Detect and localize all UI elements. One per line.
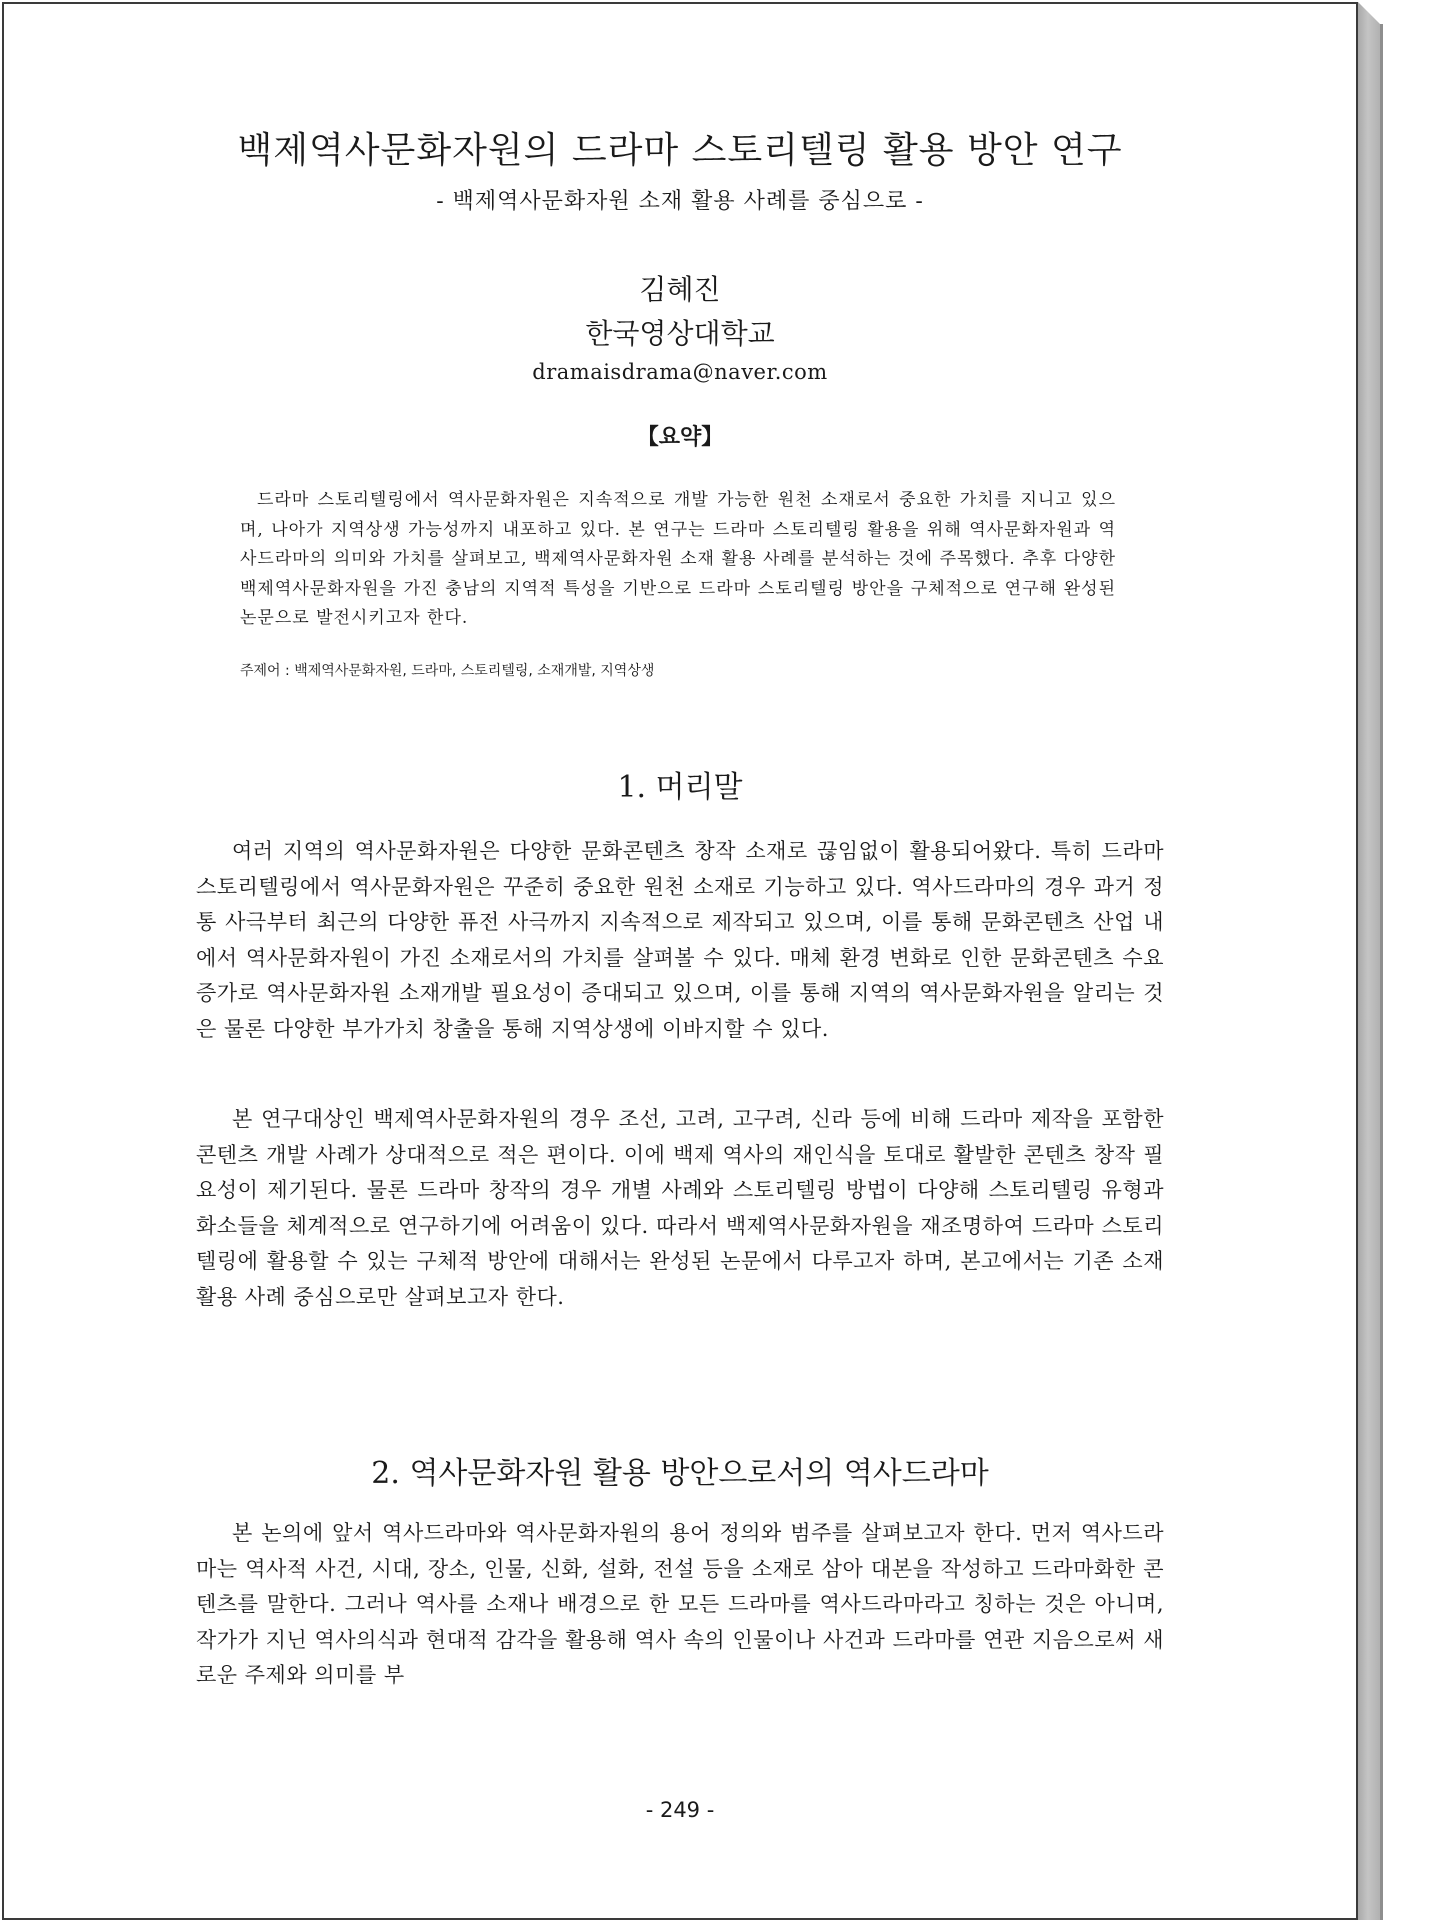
section-heading-introduction: 1. 머리말 xyxy=(617,770,743,805)
paper-subtitle: - 백제역사문화자원 소재 활용 사례를 중심으로 - xyxy=(436,189,924,214)
section-heading-historical-drama: 2. 역사문화자원 활용 방안으로서의 역사드라마 xyxy=(371,1456,989,1491)
paper-title: 백제역사문화자원의 드라마 스토리텔링 활용 방안 연구 xyxy=(237,130,1123,171)
page-edge xyxy=(1380,24,1383,1920)
author-affiliation: 한국영상대학교 xyxy=(585,317,775,350)
page-curl-shadow xyxy=(1358,2,1380,1920)
body-paragraph: 본 논의에 앞서 역사드라마와 역사문화자원의 용어 정의와 범주를 살펴보고자 한다. 먼저 역사드라마는 역사적 사건, 시대, 장소, 인물, 신화, 설화, 전설 등을 소재로 삼아 대본을 작성하고 드라마화한 콘텐츠를 말한다. 그러나 역사를 소재나 배경으로 한 모든 드라마를 역사드라마라고 칭하는 것은 아니며, 작가가 지닌 역사의식과 현대적 감각을 활용해 역사 속의 인물이나 사건과 드라마를 연관 지음으로써 새로운 주제와 의미를 부 xyxy=(196,1521,1164,1687)
author-name: 김혜진 xyxy=(639,273,721,306)
abstract-heading: 【요약】 xyxy=(636,424,724,450)
body-paragraph: 여러 지역의 역사문화자원은 다양한 문화콘텐츠 창작 소재로 끊임없이 활용되어왔다. 특히 드라마 스토리텔링에서 역사문화자원은 꾸준히 중요한 원천 소재로 기능하고 있다. 역사드라마의 경우 과거 정통 사극부터 최근의 다양한 퓨전 사극까지 지속적으로 제작되고 있으며, 이를 통해 문화콘텐츠 산업 내에서 역사문화자원이 가진 소재로서의 가치를 살펴볼 수 있다. 매체 환경 변화로 인한 문화콘텐츠 수요 증가로 역사문화자원 소재개발 필요성이 증대되고 있으며, 이를 통해 지역의 역사문화자원을 알리는 것은 물론 다양한 부가가치 창출을 통해 지역상생에 이바지할 수 있다. xyxy=(196,839,1164,1041)
author-email: dramaisdrama@naver.com xyxy=(532,360,828,384)
abstract-body: 드라마 스토리텔링에서 역사문화자원은 지속적으로 개발 가능한 원천 소재로서 중요한 가치를 지니고 있으며, 나아가 지역상생 가능성까지 내포하고 있다. 본 연구는 드라마 스토리텔링 활용을 위해 역사문화자원과 역사드라마의 의미와 가치를 살펴보고, 백제역사문화자원 소재 활용 사례를 분석하는 것에 주목했다. 추후 다양한 백제역사문화자원을 가진 충남의 지역적 특성을 기반으로 드라마 스토리텔링 방안을 구체적으로 연구해 완성된 논문으로 발전시키고자 한다. xyxy=(240,490,1116,629)
keywords: 주제어 : 백제역사문화자원, 드라마, 스토리텔링, 소재개발, 지역상생 xyxy=(240,663,655,679)
body-paragraph: 본 연구대상인 백제역사문화자원의 경우 조선, 고려, 고구려, 신라 등에 비해 드라마 제작을 포함한 콘텐츠 개발 사례가 상대적으로 적은 편이다. 이에 백제 역사의 재인식을 토대로 활발한 콘텐츠 창작 필요성이 제기된다. 물론 드라마 창작의 경우 개별 사례와 스토리텔링 방법이 다양해 스토리텔링 유형과 화소들을 체계적으로 연구하기에 어려움이 있다. 따라서 백제역사문화자원을 재조명하여 드라마 스토리텔링에 활용할 수 있는 구체적 방안에 대해서는 완성된 논문에서 다루고자 하며, 본고에서는 기존 소재 활용 사례 중심으로만 살펴보고자 한다. xyxy=(196,1107,1164,1309)
page-number: - 249 - xyxy=(645,1798,715,1822)
